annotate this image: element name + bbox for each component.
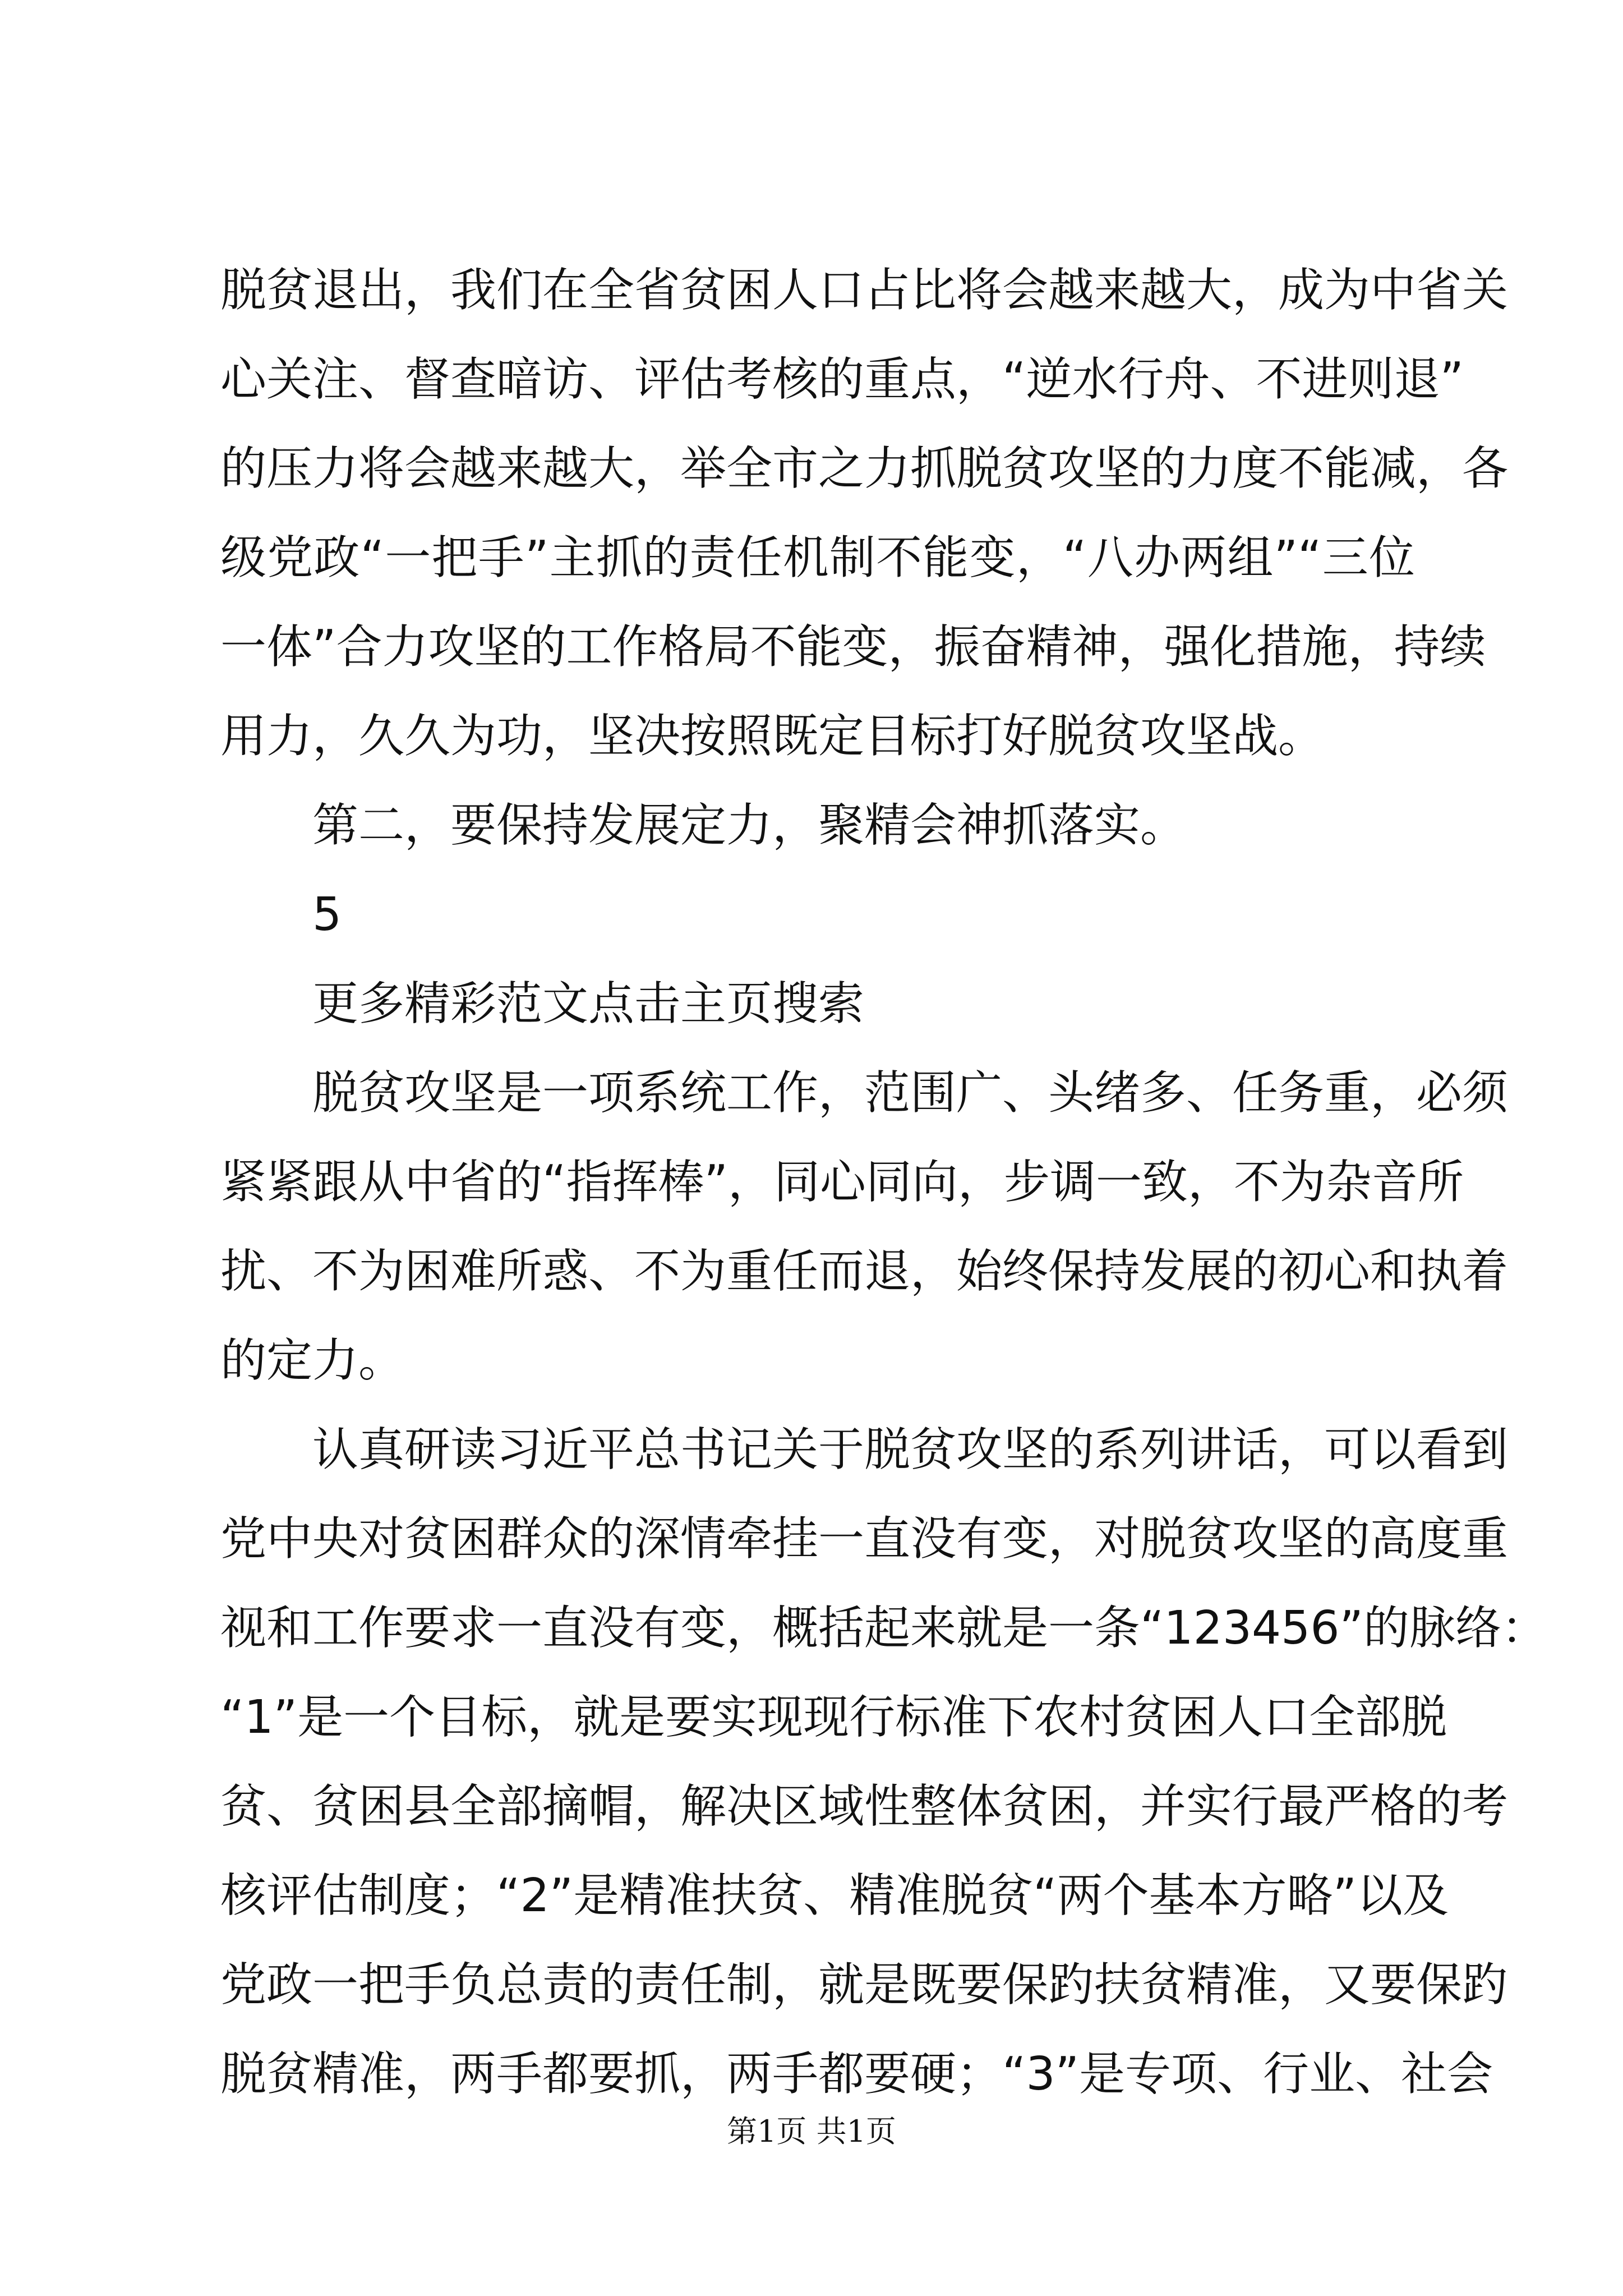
text-line: 级党政“一把手”主抓的责任机制不能变，“八办两组”“三位 xyxy=(220,531,1415,585)
text-line: 脱贫精准，两手都要抓，两手都要硬；“3”是专项、行业、社会 xyxy=(220,2047,1493,2101)
text-line: 核评估制度；“2”是精准扶贫、精准脱贫“两个基本方略”以及 xyxy=(220,1869,1449,1922)
text-line: 用力，久久为功，坚决按照既定目标打好脱贫攻坚战。 xyxy=(220,710,1325,763)
page-footer: 第1页 共1页 xyxy=(727,2114,896,2149)
text-line: 脱贫退出，我们在全省贫困人口占比将会越来越大，成为中省关 xyxy=(220,264,1509,317)
text-line: 的定力。 xyxy=(220,1334,405,1387)
section-heading: 第二，要保持发展定力，聚精会神抓落实。 xyxy=(312,799,1187,852)
text-line: 心关注、督查暗访、评估考核的重点，“逆水行舟、不进则退” xyxy=(220,353,1464,406)
text-line: 党中央对贫困群众的深情牵挂一直没有变，对脱贫攻坚的高度重 xyxy=(220,1512,1509,1566)
text-line: “1”是一个目标，就是要实现现行标准下农村贫困人口全部脱 xyxy=(220,1691,1447,1744)
page-number-marker: 5 xyxy=(312,888,342,941)
text-line: 贫、贫困县全部摘帽，解决区域性整体贫困，并实行最严格的考 xyxy=(220,1780,1509,1833)
text-line: 一体”合力攻坚的工作格局不能变，振奋精神，强化措施，持续 xyxy=(220,620,1486,674)
text-line: 认真研读习近平总书记关于脱贫攻坚的系列讲话，可以看到 xyxy=(312,1423,1509,1476)
promo-text: 更多精彩范文点击主页搜索 xyxy=(312,977,865,1030)
text-line: 紧紧跟从中省的“指挥棒”，同心同向，步调一致，不为杂音所 xyxy=(220,1156,1464,1209)
text-line: 视和工作要求一直没有变，概括起来就是一条“123456”的脉络： xyxy=(220,1602,1547,1655)
text-line: 脱贫攻坚是一项系统工作，范围广、头绪多、任务重，必须 xyxy=(312,1066,1509,1120)
text-line: 的压力将会越来越大，举全市之力抓脱贫攻坚的力度不能减，各 xyxy=(220,442,1509,495)
text-line: 扰、不为困难所惑、不为重任而退，始终保持发展的初心和执着 xyxy=(220,1245,1509,1298)
text-line: 党政一把手负总责的责任制，就是既要保趵扶贫精准，又要保趵 xyxy=(220,1958,1509,2012)
